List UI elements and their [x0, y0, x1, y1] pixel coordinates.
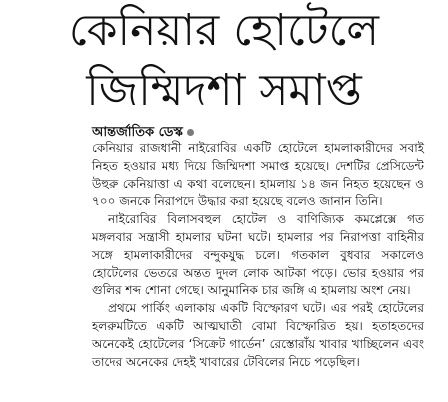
paragraph-1: কেনিয়ার রাজধানী নাইরোবির একটি হোটেলে হামলাকারীদের সবাই নিহত হওয়ার মধ্য দিয়ে জিম্মিদশা সমাপ্ত হয়েছে। দেশটির প্রেসিডেন্ট উহুরু কেনিয়াত্তা এ কথা বলেছেন। হামলায় ১৪ জন নিহত হয়েছেন ও ৭০০ জনকে নিরাপদে উদ্ধার করা হয়েছে বলেও জানান তিনি। [92, 141, 424, 209]
headline-line-1: কেনিয়ার হোটেলে [68, 5, 380, 56]
paragraph-2: নাইরোবির বিলাসবহুল হোটেল ও বাণিজ্যিক কমপ্লেক্সে গত মঙ্গলবার সন্ত্রাসী হামলার ঘটনা ঘটে। হামলার পর নিরাপত্তা বাহিনীর সঙ্গে হামলাকারীদের বন্দুকযুদ্ধ চলে। গতকাল বুধবার সকালেও হোটেলের ভেতরে অন্তত দুদল লোক আটকা পড়ে। ভোর হওয়ার পর গুলির শব্দ শোনা গেছে। আনুমানিক চার জঙ্গি এ হামলায় অংশ নেয়। [92, 212, 424, 298]
headline-line-2: জিম্মিদশা সমাপ্ত [86, 65, 362, 116]
article-body [92, 140, 424, 371]
paragraph-3: প্রথমে পার্কিং এলাকায় একটি বিস্ফোরণ ঘটে। এর পরই হোটেলের হলরুমটিতে একটি আত্মঘাতী বোমা বিস্ফোরিত হয়। হতাহতদের অনেকেই হোটেলের ‘সিক্রেট গার্ডেন’ রেস্তোরাঁয় খাবার খাচ্ছিলেন এবং তাদের অনেকের দেহই খাবারের টেবিলের নিচে পড়েছিল। [92, 301, 424, 369]
bullet-icon [187, 129, 194, 136]
dateline-text: আন্তর্জাতিক ডেস্ক [92, 125, 183, 140]
